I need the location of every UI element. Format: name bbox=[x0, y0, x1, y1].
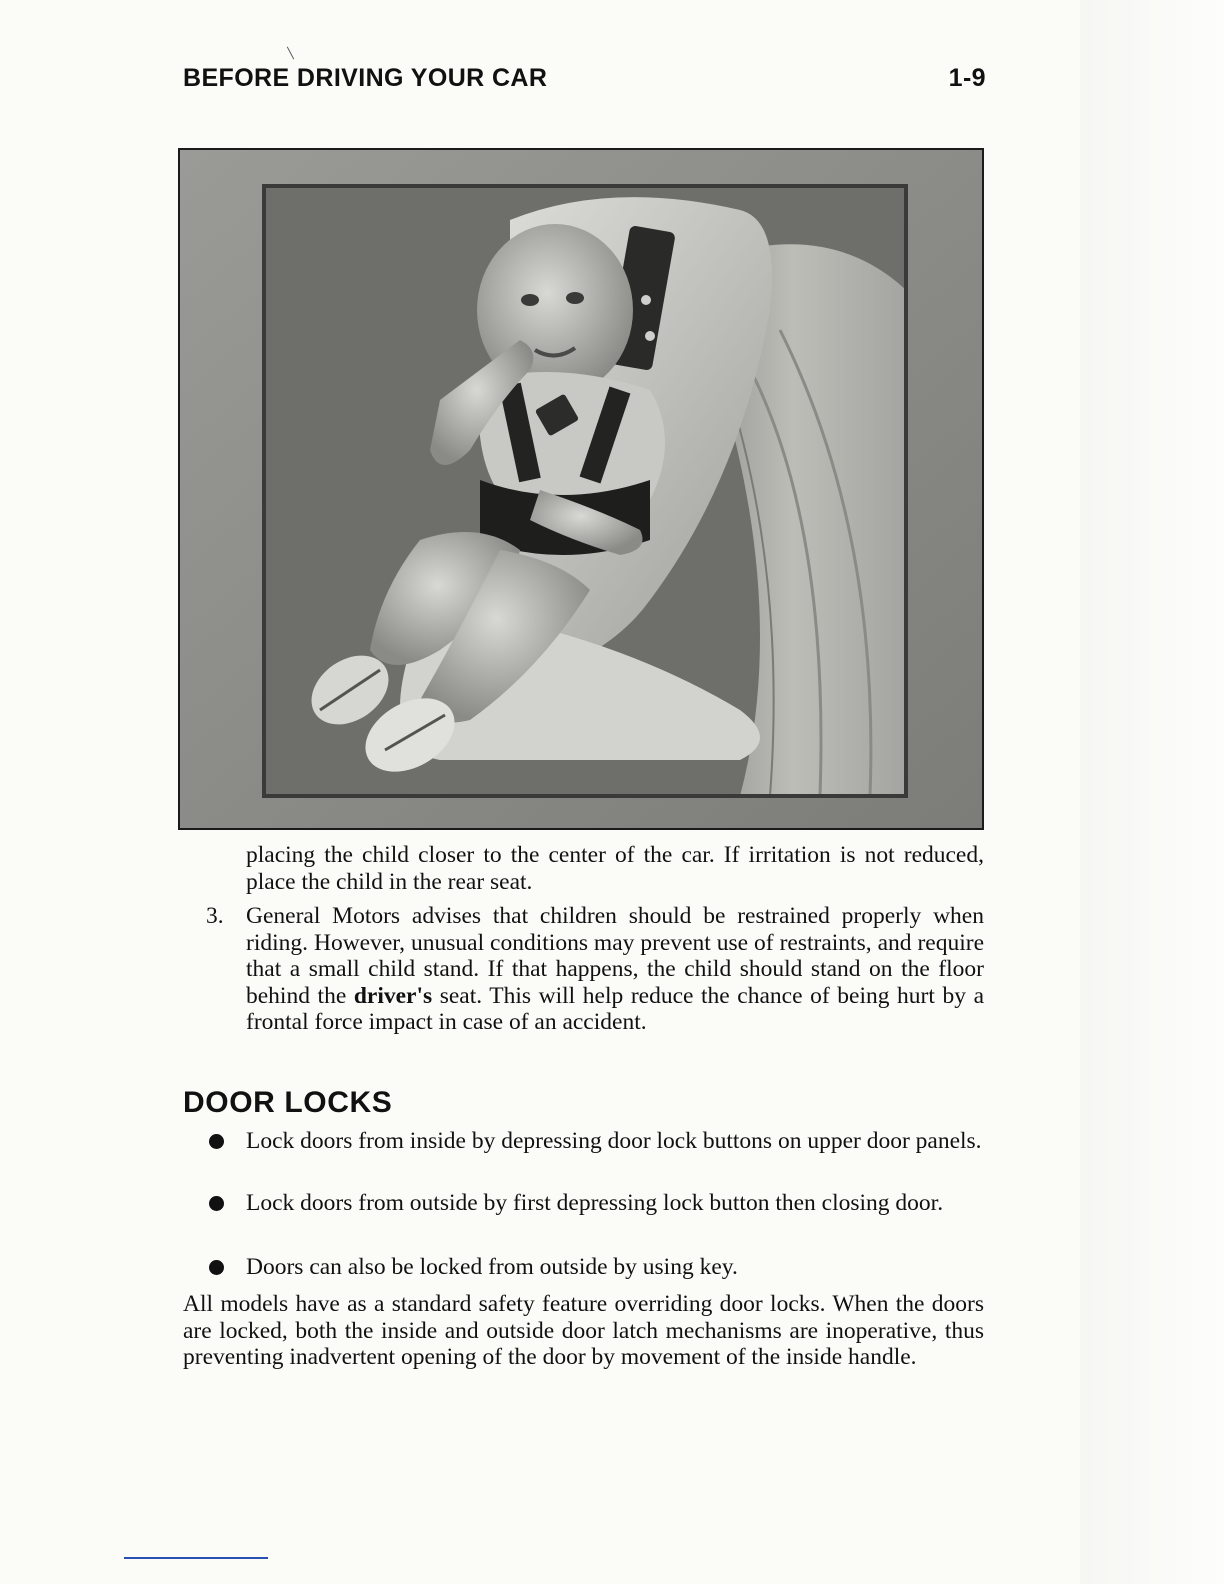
scan-speck bbox=[287, 47, 294, 60]
door-locks-paragraph: All models have as a standard safety feature overriding door locks. When the doors are locked, both the inside and outside door latch mechanisms are inoperative, thus preventing inadvertent opening of the door by movement of the inside handle. bbox=[183, 1291, 984, 1370]
footer-rule bbox=[124, 1557, 268, 1559]
page-edge-shadow bbox=[1080, 0, 1224, 1584]
section-title: BEFORE DRIVING YOUR CAR bbox=[183, 64, 548, 92]
page-header bbox=[183, 64, 986, 98]
bullet-item: Lock doors from inside by depressing door lock buttons on upper door panels. bbox=[246, 1128, 982, 1154]
bullet-item: Doors can also be locked from outside by using key. bbox=[246, 1254, 738, 1280]
list-item-3 bbox=[246, 903, 984, 1036]
page-number: 1-9 bbox=[948, 64, 986, 92]
photograph-child-in-car-safety-seat-icon bbox=[180, 150, 982, 828]
continued-paragraph: placing the child closer to the center of the car. If irritation is not reduced, place the child in the rear seat. bbox=[246, 842, 984, 895]
child-seat-photo bbox=[178, 148, 984, 830]
list-item-number: 3. bbox=[206, 903, 224, 929]
bullet-icon bbox=[209, 1196, 224, 1211]
bullet-item: Lock doors from outside by first depressing lock button then closing door. bbox=[246, 1190, 944, 1216]
door-locks-heading: DOOR LOCKS bbox=[183, 1086, 393, 1119]
list-item-text-after: seat. This will help reduce the chance of being hurt by a frontal force impact in case of an accident. bbox=[246, 982, 984, 1035]
list-item-bold-word: driver's bbox=[353, 982, 433, 1009]
bullet-icon bbox=[209, 1134, 224, 1149]
list-item-text-before: General Motors advises that children should be restrained properly when riding. However, unusual conditions may prevent use of restraints, and require that a small child stand. If that happens, the child should stand on the floor behind the bbox=[246, 903, 984, 1009]
bullet-icon bbox=[209, 1260, 224, 1275]
